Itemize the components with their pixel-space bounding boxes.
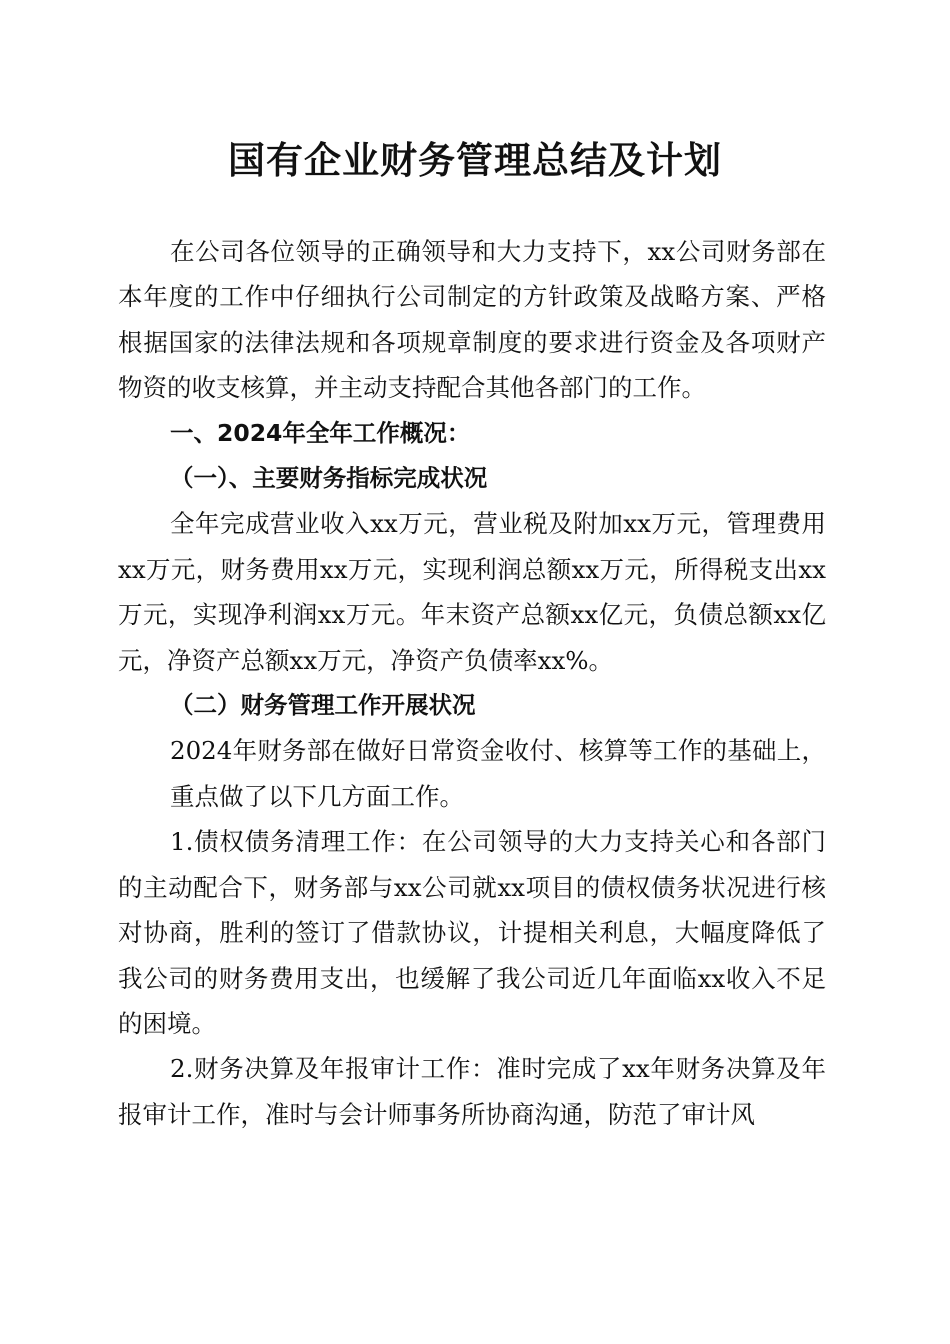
- list-item-1: 1.债权债务清理工作：在公司领导的大力支持关心和各部门的主动配合下，财务部与xx公司就xx项目的债权债务状况进行核对协商，胜利的签订了借款协议，计提相关利息，大幅度降低了我公司的财务费用支出，也缓解了我公司近几年面临xx收入不足的困境。: [118, 827, 826, 1038]
- section-heading-1: 一、2024年全年工作概况：: [170, 418, 471, 447]
- document-body: [118, 229, 826, 1137]
- work-overview-paragraph: 2024年财务部在做好日常资金收付、核算等工作的基础上，重点做了以下几方面工作。: [170, 736, 826, 811]
- financial-indicators-paragraph: 全年完成营业收入xx万元，营业税及附加xx万元，管理费用xx万元，财务费用xx万元，实现利润总额xx万元，所得税支出xx万元，实现净利润xx万元。年末资产总额xx亿元，负债总额xx亿元，净资产总额xx万元，净资产负债率xx%。: [118, 509, 826, 675]
- document-title: 国有企业财务管理总结及计划: [228, 138, 722, 182]
- subsection-heading-2: （二）财务管理工作开展状况: [170, 691, 476, 720]
- subsection-heading-1: （一）、主要财务指标完成状况: [170, 464, 488, 493]
- intro-paragraph: 在公司各位领导的正确领导和大力支持下，xx公司财务部在本年度的工作中仔细执行公司制定的方针政策及战略方案、严格根据国家的法律法规和各项规章制度的要求进行资金及各项财产物资的收支核算，并主动支持配合其他各部门的工作。: [118, 237, 826, 403]
- list-item-2: 2.财务决算及年报审计工作：准时完成了xx年财务决算及年报审计工作，准时与会计师事务所协商沟通，防范了审计风: [118, 1054, 826, 1129]
